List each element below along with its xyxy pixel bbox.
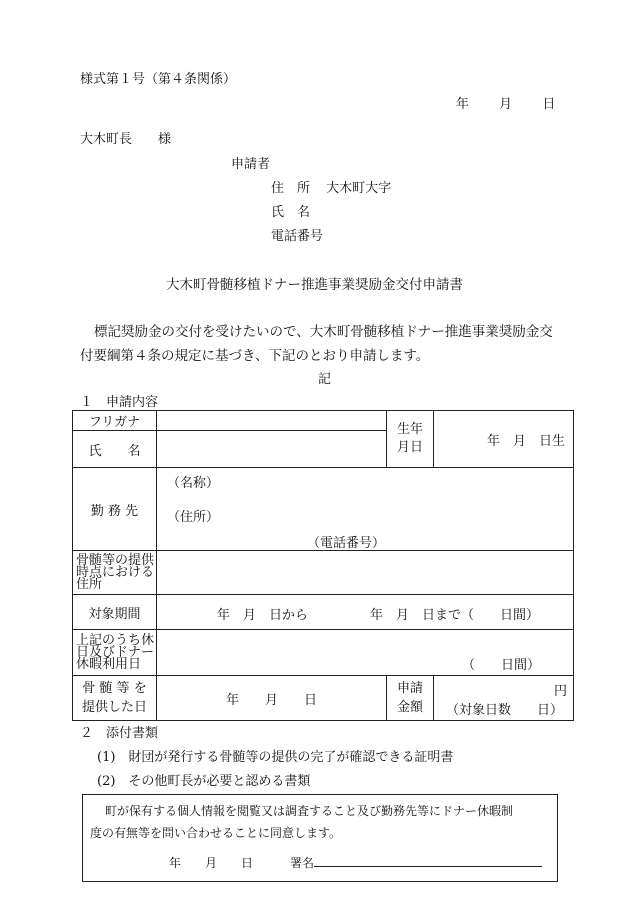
- donation-address-input[interactable]: [157, 551, 574, 595]
- applicant-address: [271, 177, 391, 196]
- donation-address-label-3: 住所: [76, 576, 103, 592]
- sign-label: 署名: [290, 856, 315, 870]
- date-year: 年: [456, 97, 470, 112]
- furigana-label-cell: [73, 411, 157, 431]
- donation-date-label-2: 提供した日: [81, 700, 147, 715]
- consent-box: [82, 794, 558, 882]
- addressee: 大木町長 様: [80, 132, 172, 147]
- workplace-address-label: （住所）: [167, 510, 220, 525]
- applicant-phone-label: 電話番号: [271, 229, 324, 244]
- furigana-label: フリガナ: [88, 415, 141, 430]
- birth-date-input[interactable]: [434, 411, 574, 468]
- document-title: 大木町骨髄移植ドナー推進事業奨励金交付申請書: [166, 277, 463, 293]
- date-day: 日: [542, 97, 556, 112]
- body-line-2: 付要綱第４条の規定に基づき、下記のとおり申請します。: [80, 348, 430, 364]
- donation-date-label-cell: [73, 676, 157, 721]
- consent-line-2: 度の有無等を問い合わせることに同意します。: [90, 826, 342, 840]
- workplace-input[interactable]: [157, 468, 574, 551]
- applicant-name-label: 氏 名: [271, 205, 311, 220]
- consent-line-1: 町が保有する個人情報を閲覧又は調査すること及び勤務先等にドナー休暇制: [105, 804, 514, 818]
- address-label: 住 所: [271, 181, 311, 196]
- consent-signature[interactable]: [290, 854, 542, 871]
- furigana-input[interactable]: [157, 411, 387, 431]
- amount-input[interactable]: [434, 676, 574, 721]
- workplace-name-label: （名称）: [167, 476, 220, 491]
- leave-label-2: 日及びドナー: [76, 644, 155, 660]
- donation-date-label-1: 骨 髄 等 を: [82, 681, 147, 696]
- birth-value: 年 月 日生: [486, 433, 565, 449]
- donation-date-input[interactable]: [157, 676, 387, 721]
- leave-label-3: 休暇利用日: [76, 656, 142, 672]
- form-number: 様式第１号（第４条関係）: [80, 72, 237, 87]
- workplace-phone-label: （電話番号）: [307, 536, 386, 551]
- section2-heading: ２ 添付書類: [80, 726, 159, 741]
- leave-days: （ 日間）: [462, 658, 541, 673]
- period-to: 年 月 日まで（ 日間）: [370, 608, 540, 623]
- workplace-label-cell: [73, 468, 157, 551]
- donation-address-label-1: 骨髄等の提供: [76, 552, 155, 568]
- application-table: [72, 410, 574, 721]
- amount-label-2: 金額: [396, 700, 423, 715]
- name-label-cell: [73, 431, 157, 468]
- period-from: 年 月 日から: [217, 608, 309, 623]
- section1-heading: １ 申請内容: [80, 395, 159, 410]
- period-input[interactable]: [157, 595, 574, 630]
- name-input[interactable]: [157, 431, 387, 468]
- date-header: [456, 93, 555, 112]
- period-label-cell: [73, 595, 157, 630]
- leave-label-cell: [73, 630, 157, 676]
- body-line-1: 標記奨励金の交付を受けたいので、大木町骨髄移植ドナー推進事業奨励金交: [94, 324, 553, 340]
- birth-label-2: 月日: [396, 440, 423, 455]
- date-month: 月: [499, 97, 513, 112]
- leave-days-input[interactable]: [157, 630, 574, 676]
- address-value: 大木町大字: [326, 181, 392, 196]
- ki-heading: 記: [318, 372, 332, 387]
- amount-days: （対象日数 日）: [446, 703, 564, 718]
- birth-label-cell: [387, 411, 434, 468]
- applicant-label: 申請者: [231, 157, 271, 172]
- attachment-item-2: (2) その他町長が必要と認める書類: [97, 774, 311, 789]
- leave-label-1: 上記のうち休: [76, 632, 155, 648]
- consent-date: 年 月 日: [169, 856, 254, 870]
- birth-label-1: 生年: [396, 422, 423, 437]
- amount-label-cell: [387, 676, 434, 721]
- signature-line[interactable]: [314, 866, 542, 867]
- amount-yen: 円: [553, 684, 567, 699]
- amount-label-1: 申請: [396, 681, 423, 696]
- name-label: 氏 名: [88, 443, 141, 459]
- workplace-label: 勤 務 先: [90, 503, 139, 519]
- donation-address-label-2: 時点における: [76, 564, 155, 580]
- period-label: 対象期間: [88, 606, 141, 622]
- donation-date-value: 年 月 日: [225, 692, 317, 708]
- attachment-item-1: (1) 財団が発行する骨髄等の提供の完了が確認できる証明書: [97, 750, 454, 765]
- donation-address-label-cell: [73, 551, 157, 595]
